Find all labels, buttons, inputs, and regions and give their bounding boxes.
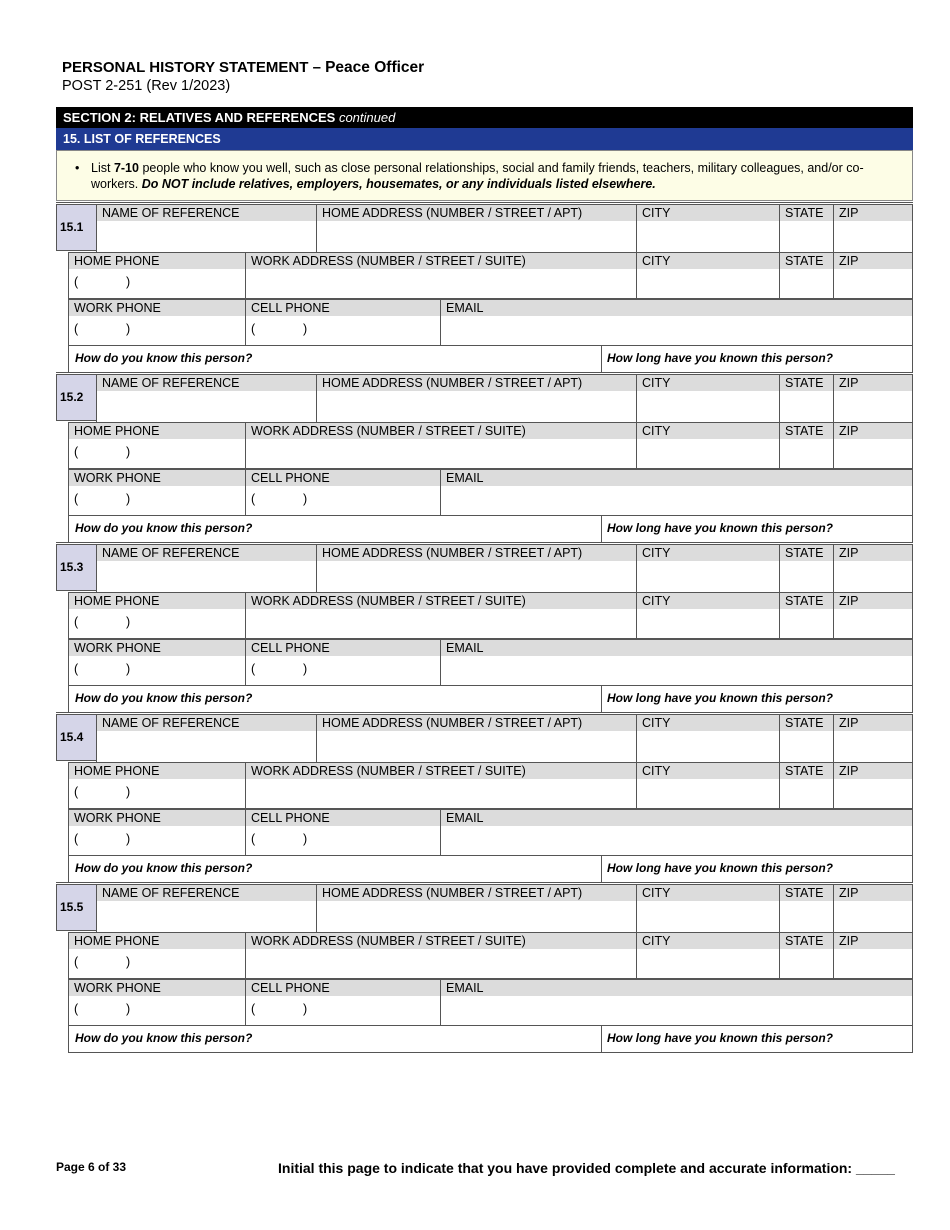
- home-address-field-label: HOME ADDRESS (NUMBER / STREET / APT): [317, 715, 636, 731]
- work-zip-field-label: ZIP: [834, 253, 912, 269]
- work-address-field-label: WORK ADDRESS (NUMBER / STREET / SUITE): [246, 933, 636, 949]
- cell-phone-field-label: CELL PHONE: [246, 300, 440, 316]
- home-state-field[interactable]: [779, 544, 834, 593]
- email-field[interactable]: [440, 639, 913, 686]
- area-code-open: (: [74, 832, 79, 846]
- area-code-close: ): [126, 955, 131, 969]
- home-state-field-label: STATE: [780, 545, 833, 561]
- name-of-reference-field[interactable]: [96, 884, 317, 933]
- work-phone-field-label: WORK PHONE: [69, 470, 245, 486]
- reference-number-5: 15.5: [56, 884, 97, 931]
- home-phone-field-label: HOME PHONE: [69, 423, 245, 439]
- reference-number-4: 15.4: [56, 714, 97, 761]
- work-phone-field-label: WORK PHONE: [69, 810, 245, 826]
- work-zip-field[interactable]: [833, 932, 913, 979]
- email-field-label: EMAIL: [441, 810, 912, 826]
- work-city-field[interactable]: [636, 762, 780, 809]
- name-of-reference-field-label: NAME OF REFERENCE: [97, 885, 316, 901]
- work-city-field[interactable]: [636, 422, 780, 469]
- how-long-field[interactable]: [601, 685, 913, 713]
- home-city-field[interactable]: [636, 544, 780, 593]
- work-zip-field[interactable]: [833, 762, 913, 809]
- cell-phone-field[interactable]: [245, 979, 441, 1026]
- cell-phone-field[interactable]: [245, 639, 441, 686]
- how-know-field[interactable]: [68, 1025, 602, 1053]
- work-phone-field-label: WORK PHONE: [69, 300, 245, 316]
- name-of-reference-field[interactable]: [96, 374, 317, 423]
- work-state-field-label: STATE: [780, 253, 833, 269]
- how-long-label: How long have you known this person?: [607, 351, 834, 365]
- home-address-field-label: HOME ADDRESS (NUMBER / STREET / APT): [317, 885, 636, 901]
- email-field[interactable]: [440, 299, 913, 346]
- name-of-reference-field[interactable]: [96, 544, 317, 593]
- work-zip-field-label: ZIP: [834, 763, 912, 779]
- work-address-field[interactable]: [245, 252, 637, 299]
- reference-divider: [56, 882, 913, 883]
- area-code-open: (: [74, 275, 79, 289]
- email-field[interactable]: [440, 979, 913, 1026]
- how-long-field[interactable]: [601, 855, 913, 883]
- area-code-open: (: [74, 615, 79, 629]
- area-code-open: (: [74, 322, 79, 336]
- home-city-field-label: CITY: [637, 545, 779, 561]
- area-code-close: ): [303, 832, 308, 846]
- reference-number-3: 15.3: [56, 544, 97, 591]
- home-state-field[interactable]: [779, 204, 834, 253]
- home-state-field[interactable]: [779, 884, 834, 933]
- area-code-close: ): [126, 1002, 131, 1016]
- area-code-open: (: [74, 662, 79, 676]
- work-state-field-label: STATE: [780, 763, 833, 779]
- home-phone-field[interactable]: [68, 422, 246, 469]
- email-field-label: EMAIL: [441, 470, 912, 486]
- reference-number-1: 15.1: [56, 204, 97, 251]
- area-code-close: ): [126, 275, 131, 289]
- work-state-field[interactable]: [779, 592, 834, 639]
- how-know-label: How do you know this person?: [75, 861, 253, 875]
- home-city-field[interactable]: [636, 374, 780, 423]
- area-code-open: (: [74, 1002, 79, 1016]
- home-city-field[interactable]: [636, 884, 780, 933]
- reference-divider: [56, 542, 913, 543]
- home-phone-field[interactable]: [68, 932, 246, 979]
- home-address-field-label: HOME ADDRESS (NUMBER / STREET / APT): [317, 545, 636, 561]
- subsection-header: 15. LIST OF REFERENCES: [56, 128, 913, 150]
- name-of-reference-field-label: NAME OF REFERENCE: [97, 545, 316, 561]
- email-field[interactable]: [440, 469, 913, 516]
- area-code-open: (: [251, 322, 256, 336]
- cell-phone-field[interactable]: [245, 809, 441, 856]
- area-code-close: ): [303, 322, 308, 336]
- home-zip-field-label: ZIP: [834, 375, 912, 391]
- page-number: Page 6 of 33: [56, 1160, 127, 1174]
- work-address-field[interactable]: [245, 422, 637, 469]
- area-code-close: ): [126, 322, 131, 336]
- name-of-reference-field[interactable]: [96, 714, 317, 763]
- work-zip-field-label: ZIP: [834, 593, 912, 609]
- area-code-open: (: [74, 492, 79, 506]
- home-city-field[interactable]: [636, 204, 780, 253]
- home-zip-field[interactable]: [833, 374, 913, 423]
- work-address-field[interactable]: [245, 932, 637, 979]
- home-city-field-label: CITY: [637, 715, 779, 731]
- home-city-field-label: CITY: [637, 205, 779, 221]
- work-phone-field-label: WORK PHONE: [69, 640, 245, 656]
- section-header: SECTION 2: RELATIVES AND REFERENCES continued: [56, 107, 913, 128]
- name-of-reference-field[interactable]: [96, 204, 317, 253]
- email-field-label: EMAIL: [441, 640, 912, 656]
- work-state-field-label: STATE: [780, 593, 833, 609]
- area-code-close: ): [126, 662, 131, 676]
- cell-phone-field[interactable]: [245, 299, 441, 346]
- area-code-open: (: [74, 785, 79, 799]
- home-zip-field[interactable]: [833, 204, 913, 253]
- home-city-field-label: CITY: [637, 885, 779, 901]
- how-know-field[interactable]: [68, 685, 602, 713]
- name-of-reference-field-label: NAME OF REFERENCE: [97, 715, 316, 731]
- work-address-field[interactable]: [245, 592, 637, 639]
- work-zip-field[interactable]: [833, 592, 913, 639]
- home-phone-field-label: HOME PHONE: [69, 253, 245, 269]
- email-field-label: EMAIL: [441, 300, 912, 316]
- initial-statement: Initial this page to indicate that you have provided complete and accurate information: _____: [278, 1160, 895, 1176]
- area-code-close: ): [126, 832, 131, 846]
- work-city-field[interactable]: [636, 592, 780, 639]
- how-long-label: How long have you known this person?: [607, 521, 834, 535]
- work-address-field[interactable]: [245, 762, 637, 809]
- area-code-open: (: [74, 445, 79, 459]
- home-state-field-label: STATE: [780, 375, 833, 391]
- reference-number-2: 15.2: [56, 374, 97, 421]
- work-phone-field[interactable]: [68, 639, 246, 686]
- how-know-field[interactable]: [68, 855, 602, 883]
- form-id: POST 2-251 (Rev 1/2023): [62, 78, 231, 94]
- how-know-field[interactable]: [68, 345, 602, 373]
- home-address-field-label: HOME ADDRESS (NUMBER / STREET / APT): [317, 205, 636, 221]
- how-know-label: How do you know this person?: [75, 521, 253, 535]
- home-address-field[interactable]: [316, 374, 637, 423]
- work-address-field-label: WORK ADDRESS (NUMBER / STREET / SUITE): [246, 423, 636, 439]
- home-address-field-label: HOME ADDRESS (NUMBER / STREET / APT): [317, 375, 636, 391]
- home-state-field-label: STATE: [780, 715, 833, 731]
- work-phone-field[interactable]: [68, 299, 246, 346]
- how-know-label: How do you know this person?: [75, 1031, 253, 1045]
- email-field[interactable]: [440, 809, 913, 856]
- home-phone-field[interactable]: [68, 252, 246, 299]
- how-long-label: How long have you known this person?: [607, 1031, 834, 1045]
- work-phone-field[interactable]: [68, 809, 246, 856]
- form-title: PERSONAL HISTORY STATEMENT – Peace Officer: [62, 59, 425, 76]
- area-code-close: ): [126, 492, 131, 506]
- home-zip-field-label: ZIP: [834, 205, 912, 221]
- work-city-field[interactable]: [636, 932, 780, 979]
- home-city-field[interactable]: [636, 714, 780, 763]
- how-long-field[interactable]: [601, 515, 913, 543]
- how-long-label: How long have you known this person?: [607, 861, 834, 875]
- work-state-field[interactable]: [779, 932, 834, 979]
- work-state-field-label: STATE: [780, 423, 833, 439]
- cell-phone-field[interactable]: [245, 469, 441, 516]
- home-phone-field[interactable]: [68, 592, 246, 639]
- work-city-field-label: CITY: [637, 593, 779, 609]
- home-phone-field[interactable]: [68, 762, 246, 809]
- home-zip-field-label: ZIP: [834, 545, 912, 561]
- work-city-field-label: CITY: [637, 933, 779, 949]
- area-code-open: (: [251, 1002, 256, 1016]
- area-code-close: ): [303, 492, 308, 506]
- work-state-field[interactable]: [779, 252, 834, 299]
- home-phone-field-label: HOME PHONE: [69, 763, 245, 779]
- instructions: • List 7-10 people who know you well, such as close personal relationships, social and family friends, teachers, military colleagues, and/or co-workers. Do NOT include relatives, employers, housemates, or any individuals listed elsewhere.: [56, 150, 913, 201]
- reference-divider: [56, 202, 913, 203]
- home-state-field-label: STATE: [780, 885, 833, 901]
- home-zip-field[interactable]: [833, 544, 913, 593]
- work-address-field-label: WORK ADDRESS (NUMBER / STREET / SUITE): [246, 593, 636, 609]
- email-field-label: EMAIL: [441, 980, 912, 996]
- work-state-field-label: STATE: [780, 933, 833, 949]
- home-city-field-label: CITY: [637, 375, 779, 391]
- work-zip-field[interactable]: [833, 252, 913, 299]
- area-code-open: (: [251, 492, 256, 506]
- reference-divider: [68, 1052, 913, 1053]
- area-code-open: (: [251, 832, 256, 846]
- cell-phone-field-label: CELL PHONE: [246, 810, 440, 826]
- area-code-close: ): [126, 615, 131, 629]
- work-city-field-label: CITY: [637, 253, 779, 269]
- work-phone-field[interactable]: [68, 469, 246, 516]
- home-phone-field-label: HOME PHONE: [69, 593, 245, 609]
- home-state-field[interactable]: [779, 374, 834, 423]
- area-code-open: (: [74, 955, 79, 969]
- work-phone-field-label: WORK PHONE: [69, 980, 245, 996]
- how-know-label: How do you know this person?: [75, 351, 253, 365]
- how-long-field[interactable]: [601, 345, 913, 373]
- home-state-field[interactable]: [779, 714, 834, 763]
- area-code-open: (: [251, 662, 256, 676]
- name-of-reference-field-label: NAME OF REFERENCE: [97, 205, 316, 221]
- work-city-field-label: CITY: [637, 763, 779, 779]
- cell-phone-field-label: CELL PHONE: [246, 980, 440, 996]
- cell-phone-field-label: CELL PHONE: [246, 640, 440, 656]
- work-zip-field-label: ZIP: [834, 933, 912, 949]
- work-address-field-label: WORK ADDRESS (NUMBER / STREET / SUITE): [246, 253, 636, 269]
- cell-phone-field-label: CELL PHONE: [246, 470, 440, 486]
- home-zip-field-label: ZIP: [834, 715, 912, 731]
- home-address-field[interactable]: [316, 544, 637, 593]
- work-state-field[interactable]: [779, 422, 834, 469]
- reference-divider: [56, 712, 913, 713]
- how-long-field[interactable]: [601, 1025, 913, 1053]
- home-zip-field[interactable]: [833, 714, 913, 763]
- work-phone-field[interactable]: [68, 979, 246, 1026]
- home-address-field[interactable]: [316, 884, 637, 933]
- reference-divider: [56, 372, 913, 373]
- area-code-close: ): [126, 445, 131, 459]
- name-of-reference-field-label: NAME OF REFERENCE: [97, 375, 316, 391]
- home-address-field[interactable]: [316, 714, 637, 763]
- home-state-field-label: STATE: [780, 205, 833, 221]
- work-zip-field-label: ZIP: [834, 423, 912, 439]
- how-know-label: How do you know this person?: [75, 691, 253, 705]
- home-address-field[interactable]: [316, 204, 637, 253]
- home-zip-field[interactable]: [833, 884, 913, 933]
- work-address-field-label: WORK ADDRESS (NUMBER / STREET / SUITE): [246, 763, 636, 779]
- work-city-field[interactable]: [636, 252, 780, 299]
- how-long-label: How long have you known this person?: [607, 691, 834, 705]
- area-code-close: ): [303, 662, 308, 676]
- work-city-field-label: CITY: [637, 423, 779, 439]
- area-code-close: ): [303, 1002, 308, 1016]
- how-know-field[interactable]: [68, 515, 602, 543]
- work-state-field[interactable]: [779, 762, 834, 809]
- work-zip-field[interactable]: [833, 422, 913, 469]
- home-phone-field-label: HOME PHONE: [69, 933, 245, 949]
- area-code-close: ): [126, 785, 131, 799]
- home-zip-field-label: ZIP: [834, 885, 912, 901]
